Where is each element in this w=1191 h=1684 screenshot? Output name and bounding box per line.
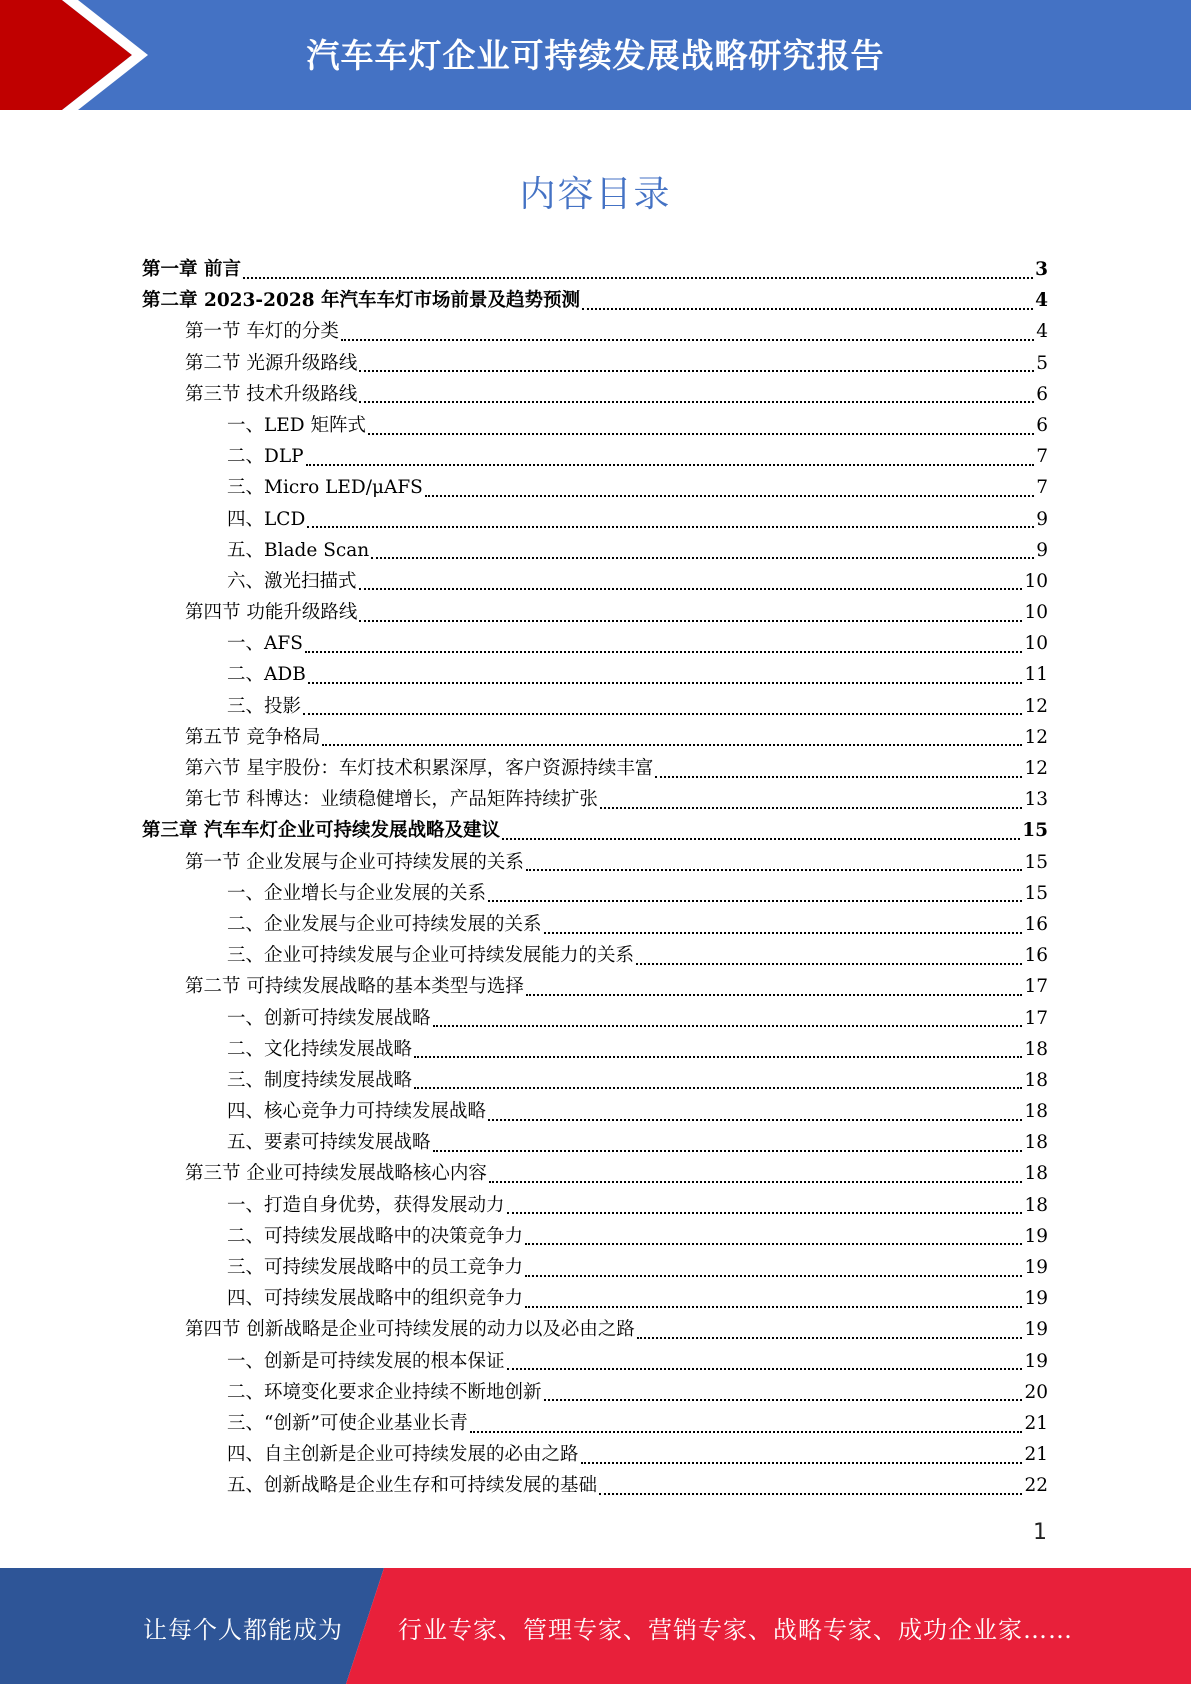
toc-entry[interactable] <box>142 1003 1048 1034</box>
toc-entry-page: 6 <box>1036 383 1048 405</box>
toc-entry-page: 12 <box>1024 726 1048 748</box>
dot-leader <box>488 900 1022 902</box>
dot-leader <box>507 1212 1023 1214</box>
toc-entry-label: 二、ADB <box>227 664 306 686</box>
toc-entry[interactable] <box>142 1127 1048 1158</box>
toc-entry-page: 19 <box>1024 1350 1048 1372</box>
header-banner <box>0 0 1191 110</box>
dot-leader <box>544 932 1023 934</box>
toc-entry-page: 13 <box>1024 789 1048 811</box>
toc-entry[interactable] <box>142 348 1048 379</box>
toc-entry[interactable] <box>142 1221 1048 1252</box>
dot-leader <box>243 277 1033 279</box>
toc-entry-page: 15 <box>1024 882 1048 904</box>
toc-entry-page: 18 <box>1024 1069 1048 1091</box>
toc-entry[interactable] <box>142 1283 1048 1314</box>
toc-entry[interactable] <box>142 472 1048 503</box>
dot-leader <box>526 994 1023 996</box>
toc-entry[interactable] <box>142 753 1048 784</box>
toc-entry-label: 三、企业可持续发展与企业可持续发展能力的关系 <box>227 945 635 967</box>
dot-leader <box>502 838 1020 840</box>
toc-entry-label: 第二章 2023-2028 年汽车车灯市场前景及趋势预测 <box>142 290 581 312</box>
toc-entry[interactable] <box>142 659 1048 690</box>
dot-leader <box>525 1275 1022 1277</box>
dot-leader <box>525 1243 1022 1245</box>
dot-leader <box>600 807 1023 809</box>
toc-entry-label: 二、可持续发展战略中的决策竞争力 <box>227 1225 524 1247</box>
toc-entry[interactable] <box>142 1096 1048 1127</box>
toc-entry[interactable] <box>142 285 1048 316</box>
toc-entry-page: 18 <box>1024 1038 1048 1060</box>
toc-entry[interactable] <box>142 597 1048 628</box>
toc-entry[interactable] <box>142 441 1048 472</box>
toc-entry-page: 19 <box>1024 1319 1048 1341</box>
toc-entry-page: 19 <box>1024 1225 1048 1247</box>
page-number: 1 <box>1033 1520 1047 1545</box>
dot-leader <box>307 526 1034 528</box>
table-of-contents <box>142 254 1048 1502</box>
toc-entry-page: 10 <box>1024 570 1048 592</box>
toc-entry-label: 一、创新是可持续发展的根本保证 <box>227 1350 505 1372</box>
dot-leader <box>433 1150 1023 1152</box>
toc-entry[interactable] <box>142 691 1048 722</box>
toc-entry-label: 第三节 技术升级路线 <box>185 383 358 405</box>
dot-leader <box>306 464 1035 466</box>
toc-entry-label: 第六节 星宇股份：车灯技术积累深厚，客户资源持续丰富 <box>185 758 654 779</box>
toc-entry[interactable] <box>142 1408 1048 1439</box>
toc-entry[interactable] <box>142 1346 1048 1377</box>
dot-leader <box>507 1368 1023 1370</box>
footer-slogan-right: 行业专家、管理专家、营销专家、战略专家、成功企业家…… <box>398 1616 1073 1644</box>
toc-entry[interactable] <box>142 566 1048 597</box>
toc-entry-page: 7 <box>1036 477 1048 499</box>
toc-entry-page: 19 <box>1024 1257 1048 1278</box>
toc-entry-label: 二、文化持续发展战略 <box>227 1038 413 1060</box>
toc-entry[interactable] <box>142 1034 1048 1065</box>
toc-entry[interactable] <box>142 316 1048 347</box>
toc-entry-label: 第二节 光源升级路线 <box>185 352 358 374</box>
toc-entry-label: 四、自主创新是企业可持续发展的必由之路 <box>227 1444 579 1466</box>
toc-entry-page: 5 <box>1036 352 1048 374</box>
toc-entry-page: 17 <box>1024 1007 1048 1029</box>
toc-entry-page: 11 <box>1024 664 1048 686</box>
toc-entry[interactable] <box>142 815 1048 846</box>
toc-entry-label: 第一节 企业发展与企业可持续发展的关系 <box>185 851 524 873</box>
toc-entry-label: 六、激光扫描式 <box>227 570 357 592</box>
toc-entry-label: 四、核心竞争力可持续发展战略 <box>227 1101 487 1123</box>
dot-leader <box>544 1399 1023 1401</box>
toc-entry[interactable] <box>142 971 1048 1002</box>
dot-leader <box>637 1337 1023 1339</box>
toc-entry-page: 15 <box>1024 851 1048 873</box>
toc-entry-page: 15 <box>1022 820 1048 842</box>
dot-leader <box>470 1431 1023 1433</box>
toc-entry-label: 第五节 竞争格局 <box>185 726 321 748</box>
toc-entry-label: 一、AFS <box>227 633 303 655</box>
dot-leader <box>303 713 1022 715</box>
toc-entry-label: 一、打造自身优势，获得发展动力 <box>227 1194 505 1216</box>
toc-entry-label: 三、可持续发展战略中的员工竞争力 <box>227 1257 524 1278</box>
dot-leader <box>433 1025 1023 1027</box>
dot-leader <box>488 1119 1022 1121</box>
toc-entry[interactable] <box>142 1252 1048 1283</box>
toc-entry-label: 三、制度持续发展战略 <box>227 1069 413 1091</box>
dot-leader <box>489 1181 1023 1183</box>
toc-entry-label: 三、“创新”可使企业基业长青 <box>227 1412 468 1434</box>
footer-banner <box>0 1568 1191 1684</box>
toc-entry-page: 10 <box>1024 602 1048 624</box>
toc-entry-page: 12 <box>1024 695 1048 717</box>
toc-entry[interactable] <box>142 784 1048 815</box>
toc-entry-label: 第四节 功能升级路线 <box>185 602 358 624</box>
toc-entry-label: 三、Micro LED/μAFS <box>227 477 423 499</box>
dot-leader <box>308 682 1023 684</box>
toc-entry-label: 五、要素可持续发展战略 <box>227 1132 431 1154</box>
footer-slogan-left: 让每个人都能成为 <box>143 1616 343 1644</box>
dot-leader <box>359 401 1034 403</box>
toc-entry-label: 五、创新战略是企业生存和可持续发展的基础 <box>227 1475 598 1497</box>
report-title: 汽车车灯企业可持续发展战略研究报告 <box>306 36 885 75</box>
toc-entry-page: 21 <box>1024 1444 1048 1466</box>
toc-entry-label: 第一节 车灯的分类 <box>185 321 339 343</box>
toc-entry-page: 9 <box>1036 539 1048 561</box>
toc-entry[interactable] <box>142 909 1048 940</box>
dot-leader <box>368 433 1034 435</box>
toc-entry-label: 一、LED 矩阵式 <box>227 414 367 436</box>
dot-leader <box>581 1462 1023 1464</box>
toc-entry[interactable] <box>142 1377 1048 1408</box>
toc-entry-page: 7 <box>1036 446 1048 468</box>
toc-entry-label: 第三节 企业可持续发展战略核心内容 <box>185 1163 487 1185</box>
toc-entry-page: 20 <box>1024 1381 1048 1403</box>
toc-entry-page: 3 <box>1035 259 1048 280</box>
toc-entry-page: 9 <box>1036 508 1048 530</box>
dot-leader <box>425 495 1034 497</box>
dot-leader <box>414 1087 1022 1089</box>
dot-leader <box>599 1493 1022 1495</box>
toc-entry[interactable] <box>142 847 1048 878</box>
toc-entry-label: 四、可持续发展战略中的组织竞争力 <box>227 1288 524 1310</box>
toc-entry-label: 二、DLP <box>227 446 304 468</box>
dot-leader <box>525 1306 1022 1308</box>
dot-leader <box>371 557 1034 559</box>
toc-entry[interactable] <box>142 1190 1048 1221</box>
toc-entry-label: 一、创新可持续发展战略 <box>227 1007 431 1029</box>
toc-entry[interactable] <box>142 1470 1048 1501</box>
toc-entry-page: 18 <box>1024 1194 1048 1216</box>
toc-entry-page: 10 <box>1024 633 1048 655</box>
toc-entry-label: 二、环境变化要求企业持续不断地创新 <box>227 1381 542 1403</box>
dot-leader <box>359 370 1034 372</box>
dot-leader <box>341 339 1034 341</box>
toc-entry-page: 18 <box>1024 1101 1048 1123</box>
toc-entry-label: 第一章 前言 <box>142 259 241 280</box>
toc-entry-page: 4 <box>1036 321 1048 343</box>
toc-entry-page: 22 <box>1024 1475 1048 1497</box>
toc-entry[interactable] <box>142 1065 1048 1096</box>
toc-entry-label: 四、LCD <box>227 508 306 530</box>
toc-entry[interactable] <box>142 379 1048 410</box>
toc-entry-page: 6 <box>1036 414 1048 436</box>
toc-entry-page: 12 <box>1024 758 1048 779</box>
toc-heading: 内容目录 <box>519 174 672 215</box>
toc-entry[interactable] <box>142 504 1048 535</box>
toc-entry-page: 16 <box>1024 945 1048 967</box>
dot-leader <box>526 869 1023 871</box>
dot-leader <box>582 308 1033 310</box>
toc-entry-label: 第四节 创新战略是企业可持续发展的动力以及必由之路 <box>185 1319 635 1341</box>
dot-leader <box>359 620 1022 622</box>
toc-entry-page: 18 <box>1024 1132 1048 1154</box>
toc-entry[interactable] <box>142 628 1048 659</box>
dot-leader <box>322 744 1022 746</box>
toc-entry[interactable] <box>142 940 1048 971</box>
toc-entry[interactable] <box>142 535 1048 566</box>
toc-entry-page: 18 <box>1024 1163 1048 1185</box>
dot-leader <box>655 776 1022 778</box>
toc-entry-label: 五、Blade Scan <box>227 539 370 561</box>
toc-entry[interactable] <box>142 1439 1048 1470</box>
toc-entry-page: 19 <box>1024 1288 1048 1310</box>
toc-entry-page: 21 <box>1024 1412 1048 1434</box>
dot-leader <box>359 588 1023 590</box>
toc-entry-page: 16 <box>1024 913 1048 935</box>
toc-entry-label: 第三章 汽车车灯企业可持续发展战略及建议 <box>142 820 500 842</box>
toc-entry-page: 17 <box>1024 976 1048 998</box>
toc-entry-page: 4 <box>1035 290 1048 312</box>
toc-entry[interactable] <box>142 1158 1048 1189</box>
toc-entry[interactable] <box>142 878 1048 909</box>
toc-entry-label: 第二节 可持续发展战略的基本类型与选择 <box>185 976 524 998</box>
toc-entry-label: 二、企业发展与企业可持续发展的关系 <box>227 913 542 935</box>
toc-entry[interactable] <box>142 254 1048 285</box>
dot-leader <box>305 651 1023 653</box>
toc-entry-label: 第七节 科博达：业绩稳健增长，产品矩阵持续扩张 <box>185 789 598 811</box>
dot-leader <box>636 963 1022 965</box>
toc-entry-label: 三、投影 <box>227 695 302 717</box>
toc-entry[interactable] <box>142 722 1048 753</box>
toc-entry[interactable] <box>142 410 1048 441</box>
toc-entry-label: 一、企业增长与企业发展的关系 <box>227 882 487 904</box>
dot-leader <box>414 1056 1022 1058</box>
toc-entry[interactable] <box>142 1314 1048 1345</box>
